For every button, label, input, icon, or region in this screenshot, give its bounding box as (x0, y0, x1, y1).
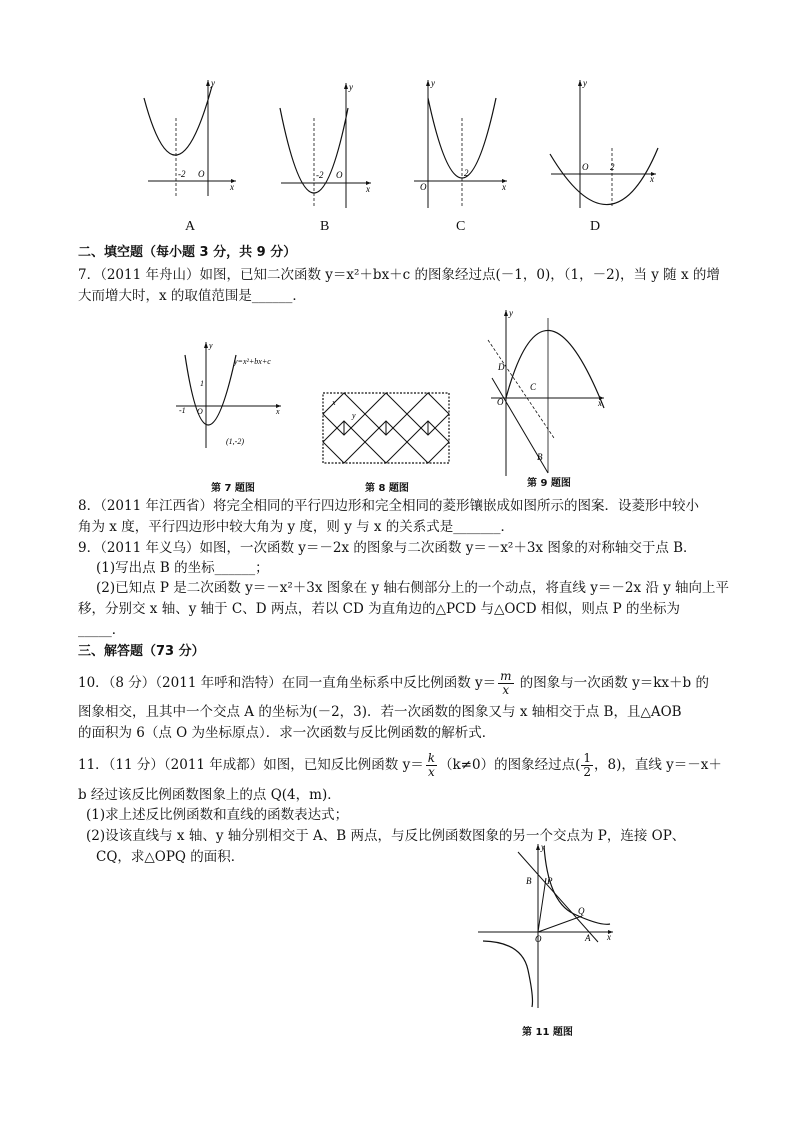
svg-text:O: O (497, 397, 504, 407)
section3-title: 三、解答题（73 分） (78, 644, 205, 659)
figure-11-caption: 第 11 题图 (522, 1027, 573, 1038)
svg-text:O: O (336, 170, 343, 180)
option-d-label: D (590, 219, 601, 234)
q11-pt-den: 2 (583, 765, 591, 779)
q10-text-3: 的面积为 6（点 O 为坐标原点）．求一次函数与反比例函数的解析式． (78, 725, 496, 741)
q11-text-3: (1)求上述反比例函数和直线的函数表达式； (86, 807, 349, 823)
q11-text-4: (2)设该直线与 x 轴、y 轴分别相交于 A、B 两点，与反比例函数图象的另一个交点为 P，连接 OP、 (86, 828, 686, 844)
q7-text-1: 7．（2011 年舟山）如图，已知二次函数 y＝x²＋bx＋c 的图象经过点(－1，0)，（1，－2)，当 y 随 x 的增 (78, 267, 720, 283)
svg-text:B: B (526, 876, 532, 886)
svg-text:x: x (230, 182, 234, 192)
svg-text:O: O (420, 182, 427, 192)
figure-11 (478, 842, 618, 1010)
svg-text:O: O (198, 169, 205, 179)
q7-text-2: 大而增大时，x 的取值范围是______． (78, 288, 306, 304)
q9-text-1: 9．（2011 年义乌）如图，一次函数 y＝－2x 的图象与二次函数 y＝－x²＋3x 图象的对称轴交于点 B． (78, 540, 697, 556)
option-c-label: C (456, 219, 466, 234)
svg-text:y: y (583, 78, 587, 88)
svg-text:y: y (509, 308, 513, 318)
graph-option-c (412, 78, 512, 208)
svg-text:C: C (530, 382, 537, 392)
figure-8-caption: 第 8 题图 (365, 483, 409, 494)
svg-text:x: x (598, 398, 602, 408)
svg-text:1: 1 (200, 379, 204, 388)
q9-text-5: _____． (78, 622, 126, 638)
q11-text-1a: 11．（11 分）（2011 年成都）如图，已知反比例函数 y＝ (78, 757, 424, 773)
q11-text-1b: （k≠0）的图象经过点( (439, 757, 581, 773)
option-b-label: B (320, 219, 330, 234)
svg-text:x: x (332, 398, 336, 407)
q11-text-5: CQ，求△OPQ 的面积． (96, 849, 245, 865)
q10-text-1 (78, 670, 709, 697)
graph-option-a (138, 78, 238, 198)
svg-text:A: A (585, 933, 591, 943)
svg-text:D: D (498, 362, 505, 372)
q11-text-2: b 经过该反比例函数图象上的点 Q(4，m)． (78, 787, 341, 803)
svg-text:y: y (209, 341, 213, 350)
svg-text:-1: -1 (179, 406, 186, 415)
q8-text-2: 角为 x 度，平行四边形中较大角为 y 度，则 y 与 x 的关系式是_______． (78, 519, 515, 535)
figure-9 (486, 308, 606, 478)
label-neg2: -2 (178, 169, 186, 179)
svg-text:y=x²+bx+c: y=x²+bx+c (234, 357, 271, 366)
q10-text-1b: 的图象与一次函数 y＝kx＋b 的 (515, 675, 709, 691)
q10-text-2: 图象相交，且其中一个交点 A 的坐标为(－2，3)．若一次函数的图象又与 x 轴相交于点 B，且△AOB (78, 704, 682, 720)
q9-text-2: (1)写出点 B 的坐标______； (96, 560, 269, 576)
figure-9-caption: 第 9 题图 (527, 478, 571, 489)
svg-text:(1,-2): (1,-2) (226, 437, 244, 446)
svg-text:2: 2 (610, 162, 615, 172)
q11-fraction-k (426, 752, 437, 779)
svg-text:P: P (547, 876, 553, 886)
svg-text:x: x (502, 182, 506, 192)
svg-text:x: x (366, 184, 370, 194)
svg-text:y: y (352, 411, 356, 420)
svg-text:y: y (349, 82, 353, 92)
svg-text:x: x (607, 932, 611, 942)
figure-7-caption: 第 7 题图 (211, 483, 255, 494)
svg-text:y: y (541, 842, 545, 852)
q8-text-1: 8．（2011 年江西省）将完全相同的平行四边形和完全相同的菱形镶嵌成如图所示的图案．设菱形中较小 (78, 498, 699, 514)
q11-text-1c: ，8)，直线 y＝－x＋ (594, 757, 722, 773)
q10-frac-den: x (502, 683, 510, 697)
section2-title: 二、填空题（每小题 3 分，共 9 分） (78, 245, 297, 260)
svg-text:x: x (650, 174, 654, 184)
q11-frac-den: x (427, 765, 435, 779)
svg-text:-2: -2 (316, 170, 324, 180)
q10-fraction (498, 670, 513, 697)
svg-text:O: O (535, 934, 542, 944)
figure-7 (176, 340, 291, 450)
graph-option-d (546, 78, 661, 208)
q11-frac-num: k (427, 751, 435, 765)
option-a-label: A (185, 219, 196, 234)
svg-text:O: O (197, 407, 203, 416)
q11-text-1 (78, 752, 722, 779)
svg-text:y: y (431, 78, 435, 88)
figure-8 (322, 392, 450, 464)
q9-text-4: 移，分别交 x 轴、y 轴于 C、D 两点，若以 CD 为直角边的△PCD 与△OCD 相似，则点 P 的坐标为 (78, 601, 681, 617)
q11-pt-num: 1 (583, 751, 591, 765)
q10-frac-num: m (500, 669, 512, 683)
svg-text:O: O (582, 162, 589, 172)
svg-text:B: B (537, 452, 543, 462)
q11-fraction-half (581, 752, 593, 779)
graph-option-b (276, 78, 376, 208)
q10-text-1a: 10．（8 分）（2011 年呼和浩特）在同一直角坐标系中反比例函数 y＝ (78, 675, 497, 691)
svg-text:x: x (276, 407, 280, 416)
svg-text:y: y (211, 78, 215, 88)
q9-text-3: (2)已知点 P 是二次函数 y＝－x²＋3x 图象在 y 轴右侧部分上的一个动点，将直线 y＝－2x 沿 y 轴向上平 (96, 580, 730, 596)
svg-text:2: 2 (464, 168, 469, 178)
svg-text:Q: Q (578, 906, 585, 916)
